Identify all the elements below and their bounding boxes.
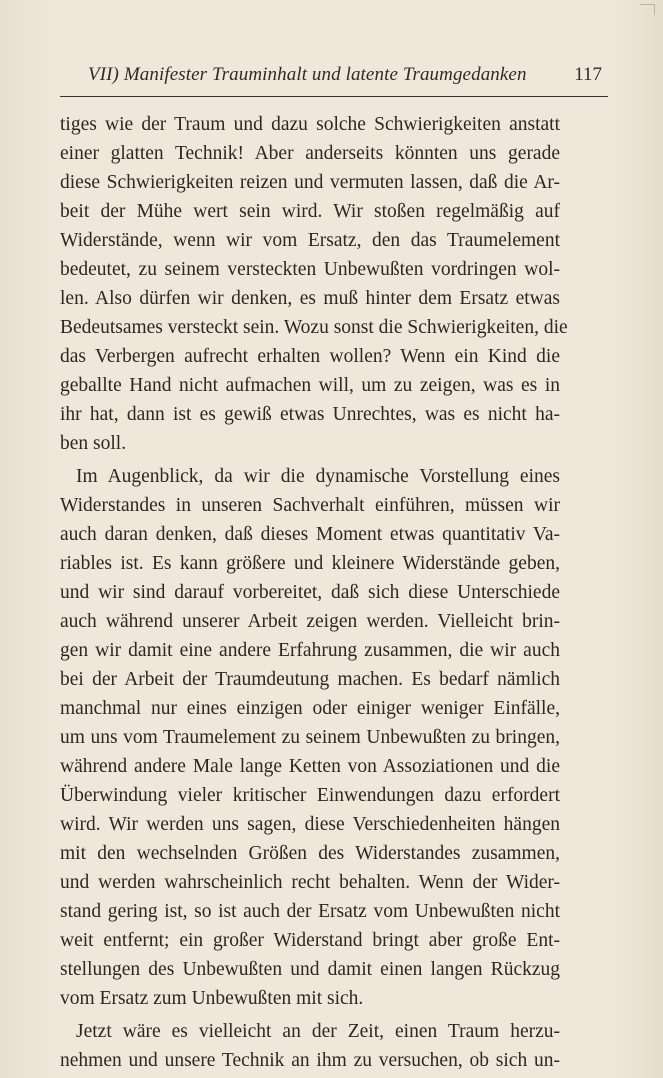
page-corner-mark <box>640 4 655 15</box>
text-line: manchmal nur eines einzigen oder einiger weniger Einfälle, <box>60 698 560 719</box>
text-line: Widerstände, wenn wir vom Ersatz, den das Traumelement <box>60 230 560 251</box>
text-line: bei der Arbeit der Traumdeutung machen. Es bedarf nämlich <box>60 669 560 690</box>
text-line: wird. Wir werden uns sagen, diese Verschiedenheiten hängen <box>60 814 560 835</box>
paragraph <box>60 1017 560 1075</box>
text-line: geballte Hand nicht aufmachen will, um zu zeigen, was es in <box>60 375 560 396</box>
text-line: stellungen des Unbewußten und damit einen langen Rückzug <box>60 959 560 980</box>
text-line: Widerstandes in unseren Sachverhalt einführen, müssen wir <box>60 495 560 516</box>
text-line: das Verbergen aufrecht erhalten wollen? Wenn ein Kind die <box>60 346 560 367</box>
text-line: Überwindung vieler kritischer Einwendungen dazu erfordert <box>60 785 560 806</box>
text-line: einer glatten Technik! Aber anderseits könnten uns gerade <box>60 143 560 164</box>
running-header <box>60 62 608 97</box>
text-line: um uns vom Traumelement zu seinem Unbewußten zu bringen, <box>60 727 560 748</box>
text-line: auch während unserer Arbeit zeigen werden. Vielleicht brin- <box>60 611 560 632</box>
text-line: ihr hat, dann ist es gewiß etwas Unrechtes, was es nicht ha- <box>60 404 560 425</box>
text-line: riables ist. Es kann größere und kleinere Widerstände geben, <box>60 553 560 574</box>
text-line: gen wir damit eine andere Erfahrung zusammen, die wir auch <box>60 640 560 661</box>
text-line: während andere Male lange Ketten von Assoziationen und die <box>60 756 560 777</box>
paragraph <box>60 462 560 1013</box>
text-line: beit der Mühe wert sein wird. Wir stoßen regelmäßig auf <box>60 201 560 222</box>
paragraph <box>60 110 568 458</box>
text-line: diese Schwierigkeiten reizen und vermuten lassen, daß die Ar- <box>60 172 560 193</box>
text-line: weit entfernt; ein großer Widerstand bringt aber große Ent- <box>60 930 560 951</box>
text-line: und werden wahrscheinlich recht behalten. Wenn der Wider- <box>60 872 560 893</box>
text-line: vom Ersatz zum Unbewußten mit sich. <box>60 988 364 1009</box>
chapter-running-title: VII) Manifester Trauminhalt und latente Traumgedanken <box>88 64 527 85</box>
text-line: Im Augenblick, da wir die dynamische Vorstellung eines <box>76 466 560 487</box>
text-line: ben soll. <box>60 433 127 454</box>
page-number: 117 <box>574 64 602 85</box>
body-text <box>60 110 568 1075</box>
text-line: tiges wie der Traum und dazu solche Schwierigkeiten anstatt <box>60 114 560 135</box>
text-line: nehmen und unsere Technik an ihm zu versuchen, ob sich un- <box>60 1050 560 1071</box>
text-line: bedeutet, zu seinem versteckten Unbewußten vordringen wol- <box>60 259 560 280</box>
text-line: mit den wechselnden Größen des Widerstandes zusammen, <box>60 843 560 864</box>
text-line: Bedeutsames versteckt sein. Wozu sonst die Schwierigkeiten, die <box>60 317 568 338</box>
text-line: auch daran denken, daß dieses Moment etwas quantitativ Va- <box>60 524 560 545</box>
text-line: Jetzt wäre es vielleicht an der Zeit, einen Traum herzu- <box>76 1021 560 1042</box>
text-line: und wir sind darauf vorbereitet, daß sich diese Unterschiede <box>60 582 560 603</box>
text-line: len. Also dürfen wir denken, es muß hinter dem Ersatz etwas <box>60 288 560 309</box>
text-line: stand gering ist, so ist auch der Ersatz vom Unbewußten nicht <box>60 901 560 922</box>
